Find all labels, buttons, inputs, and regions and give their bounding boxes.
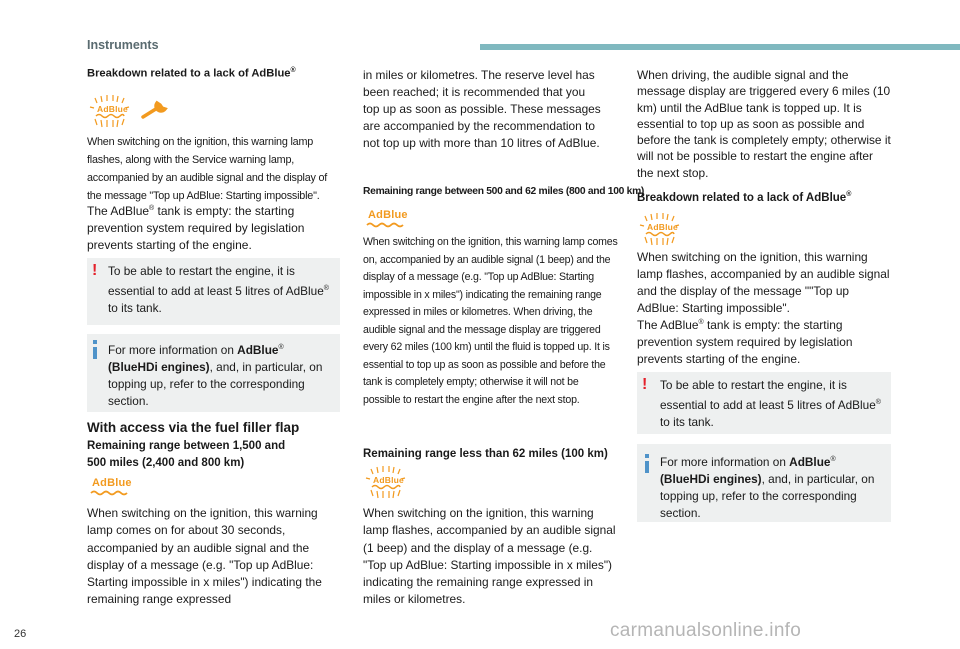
adblue-icon: AdBlue <box>363 209 408 229</box>
range3-text: When switching on the ignition, this warning lamp flashes, accompanied by an audible signal (1 beep) and the display of a message (e.g. "Top up AdBlue: Starting impossible in x miles") indicating the remaining range expressed in miles or kilometres. <box>363 506 616 607</box>
adblue-flashing-icon: AdBlue <box>363 465 408 499</box>
col3-heading: Breakdown related to a lack of AdBlue® <box>637 191 852 204</box>
col1-heading: Breakdown related to a lack of AdBlue® <box>87 67 296 80</box>
adblue-flashing-icon: AdBlue <box>637 212 682 246</box>
section-title: Instruments <box>87 38 159 52</box>
page-number: 26 <box>14 628 27 640</box>
col1-info-text: For more information on AdBlue® (BlueHDi engines), and, in particular, on topping up, refer to the corresponding section. <box>108 342 323 408</box>
col1-warning-text: To be able to restart the engine, it is essential to add at least 5 litres of AdBlue® to its tank. <box>108 264 329 315</box>
col2-continued-text: in miles or kilometres. The reserve level has been reached; it is recommended that you top up as soon as possible. These messages are accompanied by the recommendation to not top up with more than 10 litres of AdBlue. <box>363 68 601 150</box>
col3-driving-text: When driving, the audible signal and the message display are triggered every 6 miles (10 km) until the AdBlue tank is topped up. It is essential to top up as soon as possible and before the tank is completely empty; otherwise it will not be possible to restart the engine after the next stop. <box>637 68 891 180</box>
col3-warning-text: To be able to restart the engine, it is essential to add at least 5 litres of AdBlue® to its tank. <box>660 378 881 429</box>
info-icon-dot <box>93 340 97 344</box>
col3-info-text: For more information on AdBlue® (BlueHDi engines), and, in particular, on topping up, refer to the corresponding section. <box>660 454 875 520</box>
col1-tank-empty-text: The AdBlue® tank is empty: the starting prevention system required by legislation prevents starting of the engine. <box>87 204 305 252</box>
watermark: carmanualsonline.info <box>610 620 802 641</box>
adblue-icon: AdBlue <box>87 477 132 497</box>
warning-icon: ! <box>642 376 648 393</box>
adblue-flashing-icon: AdBlue <box>87 94 132 128</box>
warning-icon: ! <box>92 262 98 279</box>
info-icon-dot <box>645 454 649 458</box>
info-icon <box>93 347 97 359</box>
wrench-icon <box>140 99 170 121</box>
range2-heading: Remaining range between 500 and 62 miles (800 and 100 km) <box>363 186 645 197</box>
header-accent-bar <box>480 44 960 50</box>
info-icon <box>645 461 649 473</box>
col3-condition-text: When switching on the ignition, this warning lamp flashes, accompanied by an audible signal and the display of the message ""Top up AdBlue: Starting impossible". <box>637 250 890 315</box>
col1-condition-text: When switching on the ignition, this warning lamp flashes, along with the Service warning lamp, accompanied by an audible signal and the display of the message "Top up AdBlue: Starting impossible". <box>87 136 328 202</box>
range1-heading: Remaining range between 1,500 and 500 miles (2,400 and 800 km) <box>87 440 286 469</box>
range1-text: When switching on the ignition, this warning lamp comes on for about 30 seconds, accompanied by an audible signal and the display of a message (e.g. "Top up AdBlue: Starting impossible in x miles") indicating the remaining range expressed <box>87 506 322 607</box>
fuel-filler-heading: With access via the fuel filler flap <box>87 420 300 435</box>
range3-heading: Remaining range less than 62 miles (100 km) <box>363 448 608 460</box>
range2-text: When switching on the ignition, this warning lamp comes on, accompanied by an audible signal (1 beep) and the display of a message (e.g. "Top up AdBlue: Starting impossible in x miles") indicating the remaining range expressed in miles or kilometres. When driving, the audible signal and the message display are triggered every 62 miles (100 km) until the fluid is topped up. It is essential to top up as soon as possible and before the tank is completely empty; otherwise it will not be possible to restart the engine after the next stop. <box>363 236 618 406</box>
col3-tank-empty-text: The AdBlue® tank is empty: the starting prevention system required by legislation prevents starting of the engine. <box>637 317 853 366</box>
